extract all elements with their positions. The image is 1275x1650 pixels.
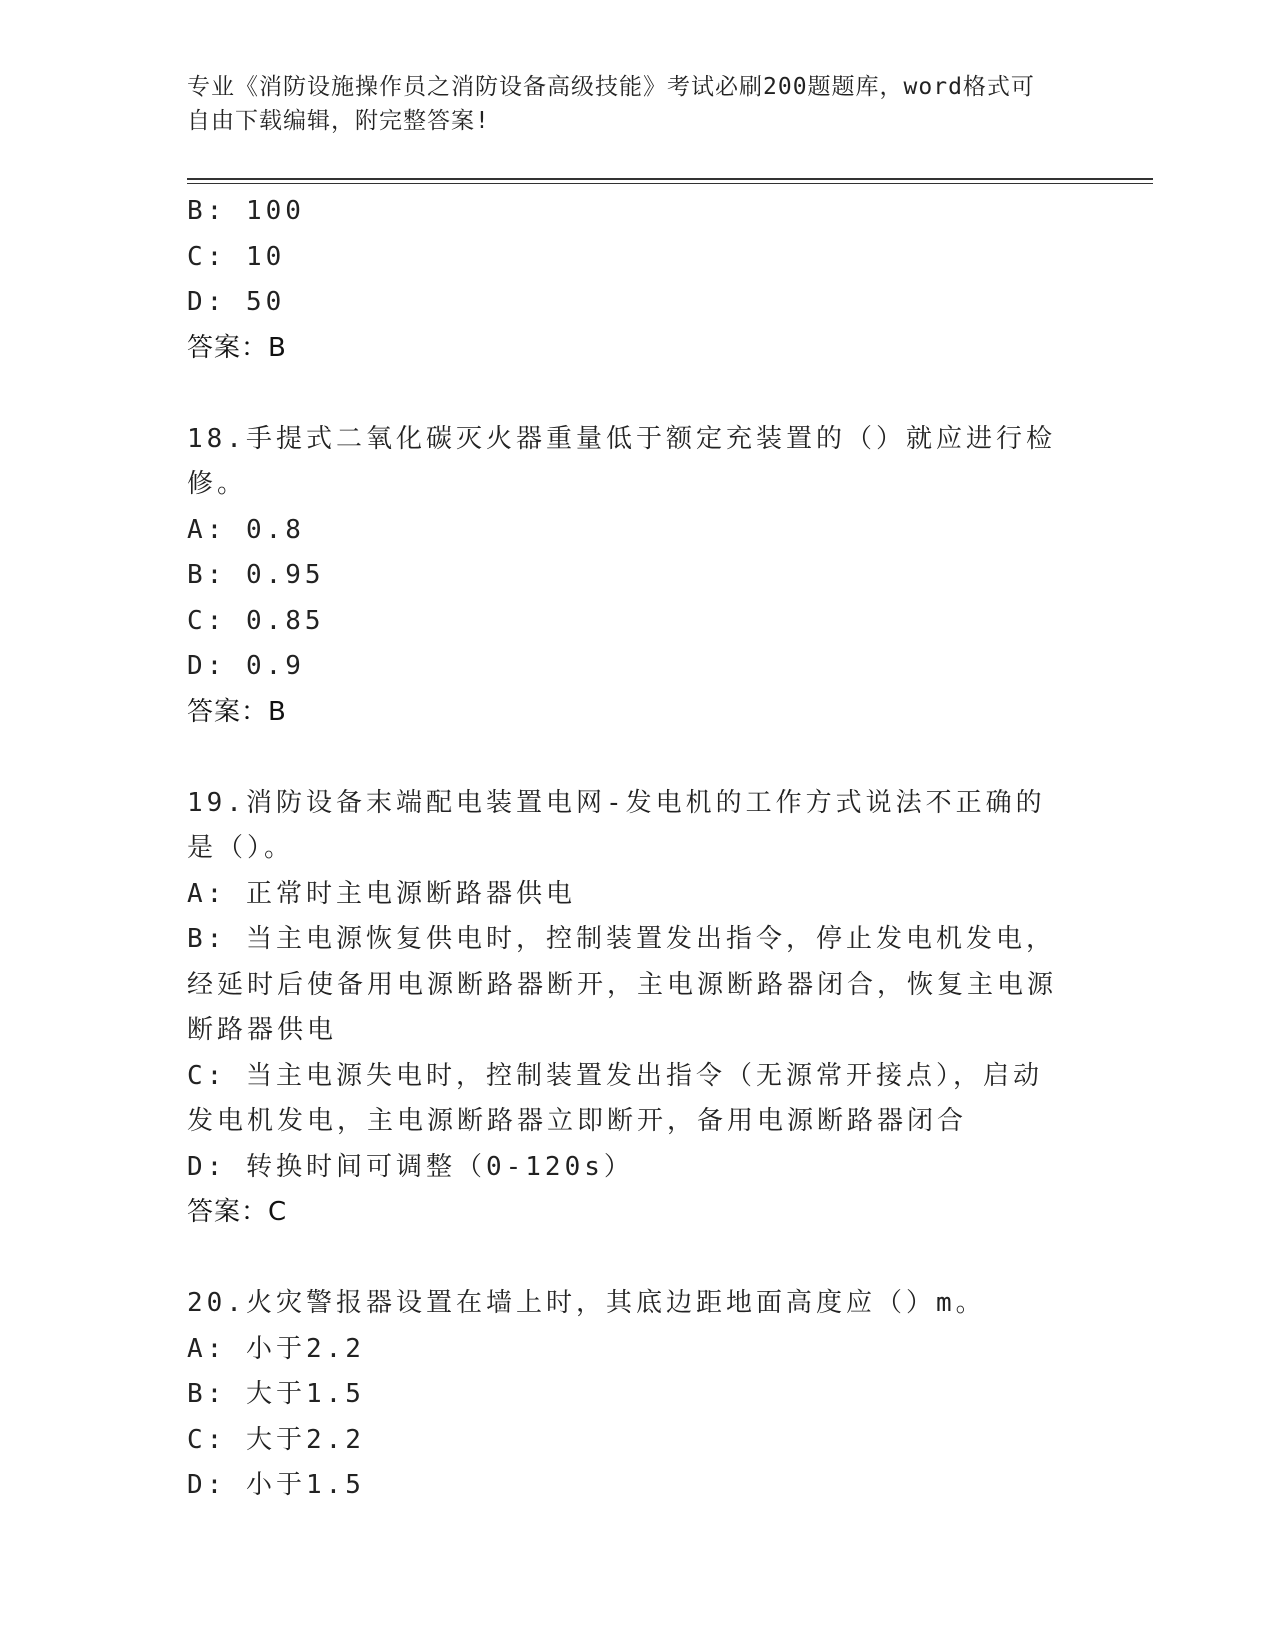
option-b: B: 0.95 xyxy=(187,560,325,590)
answer-line: 答案：B xyxy=(187,696,287,727)
option-b: B: 100 xyxy=(187,196,305,226)
spacer xyxy=(187,735,1087,781)
header-rule-thin xyxy=(187,183,1153,184)
option-a: A: 正常时主电源断路器供电 xyxy=(187,878,576,909)
option-a: A: 0.8 xyxy=(187,514,305,545)
spacer xyxy=(187,371,1087,417)
option-d: D: 50 xyxy=(187,287,286,317)
question-list xyxy=(187,189,1087,1509)
option-c: C: 0.85 xyxy=(187,605,325,636)
option-c: C: 大于2.2 xyxy=(187,1424,365,1455)
question-18 xyxy=(187,417,1087,736)
option-d: D: 0.9 xyxy=(187,651,305,681)
spacer xyxy=(187,1236,1087,1282)
option-d: D: 小于1.5 xyxy=(187,1470,365,1500)
header-line-1: 专业《消防设施操作员之消防设备高级技能》考试必刷200题题库，word格式可 xyxy=(187,74,1035,100)
option-b: B: 大于1.5 xyxy=(187,1379,365,1409)
header-rule-thick xyxy=(187,178,1153,180)
option-d: D: 转换时间可调整（0-120s） xyxy=(187,1151,634,1182)
answer-line: 答案：B xyxy=(187,332,287,363)
question-20 xyxy=(187,1281,1087,1509)
question-19 xyxy=(187,781,1087,1236)
question-17-tail xyxy=(187,189,1087,371)
option-c: C: 当主电源失电时，控制装置发出指令（无源常开接点），启动发电机发电，主电源断路器立即断开，备用电源断路器闭合 xyxy=(187,1060,1043,1136)
question-stem: 18.手提式二氧化碳灭火器重量低于额定充装置的（）就应进行检修。 xyxy=(187,423,1056,499)
header-line-2: 自由下载编辑，附完整答案! xyxy=(187,108,490,134)
option-c: C: 10 xyxy=(187,241,286,272)
answer-line: 答案：C xyxy=(187,1197,288,1227)
document-header xyxy=(187,70,1067,138)
question-stem: 20.火灾警报器设置在墙上时，其底边距地面高度应（）m。 xyxy=(187,1288,986,1318)
question-stem: 19.消防设备末端配电装置电网-发电机的工作方式说法不正确的是（）。 xyxy=(187,787,1046,863)
option-a: A: 小于2.2 xyxy=(187,1333,365,1364)
option-b: B: 当主电源恢复供电时，控制装置发出指令，停止发电机发电，经延时后使备用电源断路器断开，主电源断路器闭合，恢复主电源断路器供电 xyxy=(187,924,1058,1045)
